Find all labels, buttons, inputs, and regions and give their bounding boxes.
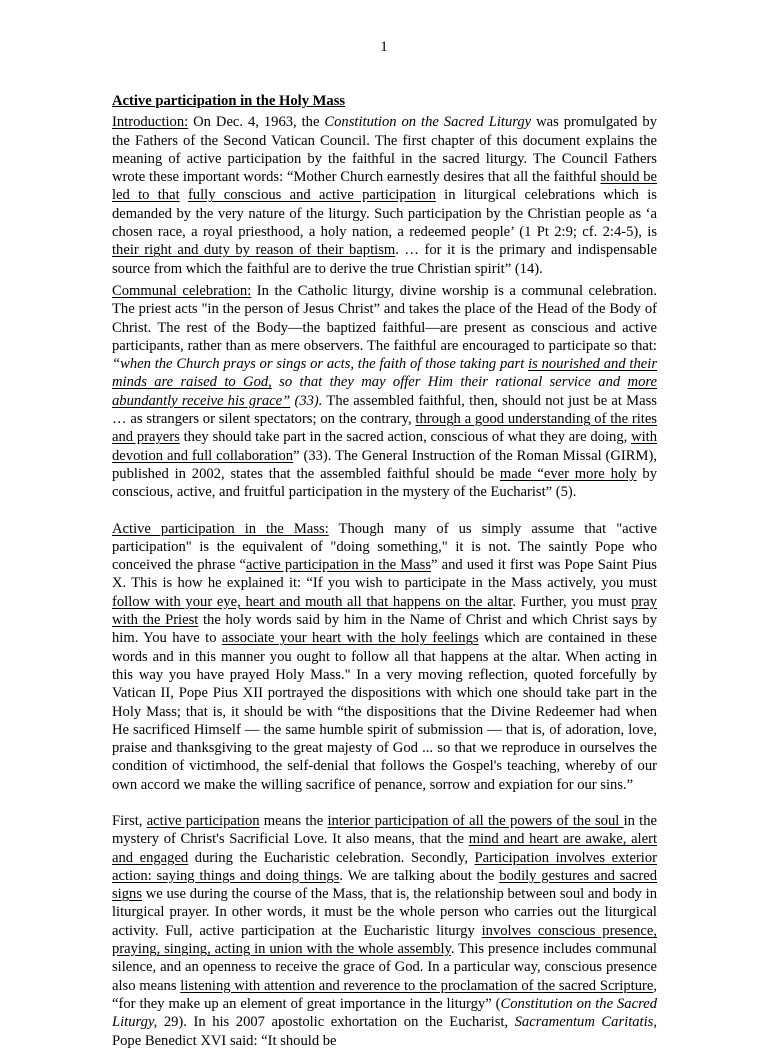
text-run: interior participation of all the powers of the soul [327,812,624,829]
text-run: ” and used it first was Pope Saint Pius X. This is how he explained it: “If you wish to participate in the Mass actively, you must [112,557,657,592]
text-run: mind and heart are awake, alert and engaged [112,831,658,866]
text-run: Constitution on the Sacred Liturgy, [112,995,657,1031]
text-run [180,187,188,203]
text-run: during the Eucharistic celebration. Secondly, [188,849,475,866]
text-run: active participation [146,812,260,829]
text-run: “when the Church prays or sings or acts, the faith of those taking part [112,356,529,373]
text-run: through a good understanding of the rites and prayers [112,411,657,446]
text-run: in the mystery of Christ's Sacrificial Love. It also means, that the [112,812,658,848]
text-run: 29). In his 2007 apostolic exhortation on the Eucharist, [157,1014,515,1031]
paragraph-spacer [112,794,657,812]
page-number: 1 [380,39,388,55]
paragraph-first-secondly [112,812,657,1050]
text-run: is nourished and their minds are raised to God, [112,356,657,391]
text-run: . … for it is the primary and indispensable source from which the faithful are to derive the true Christian spirit” (14). [112,242,657,277]
text-run: pray with the Priest [112,593,657,629]
text-run: made “ever more holy [499,465,637,482]
text-run: with devotion and full collaboration [112,429,658,464]
text-run: they should take part in the sacred action, conscious of what they are doing, [179,429,632,446]
text-run: First, [112,812,147,829]
text-run: (33). [290,392,323,409]
text-run: Though many of us simply assume that "active participation" is the equivalent of "doing something," it is not. The saintly Pope who conceived the phrase “ [112,520,657,574]
document-body [112,92,657,1050]
text-run: Constitution on the Sacred Liturgy [324,114,532,131]
paragraph-active-participation-mass [112,520,657,794]
text-run: , Pope Benedict XVI said: “It should be [112,1014,657,1049]
text-run: we use during the course of the Mass, that is, the relationship between soul and body in liturgical prayer. In other words, it must be the whole person who carries out the liturgical activity. Full, active participation at the Eucharistic liturgy [112,886,657,939]
text-run: active participation in the Mass [245,557,432,574]
paragraph-spacer [112,502,657,520]
text-run: which are contained in these words and in this manner you ought to follow all that happens at the altar. When acting in this way you have prayed Holy Mass." In a very moving reflection, quoted forcefully by Vatican II, Pope Pius XII portrayed the dispositions with which one should take part in the Holy Mass; that is, it should be with “the dispositions that the Divine Redeemer had when He sacrificed Himself — the same humble spirit of submission — that is, of adoration, love, praise and thanksgiving to the great majesty of God ... so that we reproduce in ourselves the condition of victimhood, the self-denial that follows the Gospel's teaching, whereby of our own accord we make the willing sacrifice of penance, sorrow and expiation for our sins.” [112,630,657,793]
text-run: so that they may offer Him their rational service and [271,374,628,391]
text-run: Introduction: [112,114,189,131]
text-run: ” (33). The General Instruction of the Roman Missal (GIRM), published in 2002, states that the assembled faithful should be [112,447,657,482]
text-run: Active participation in the Mass: [112,520,329,537]
text-run: should be led to that [112,169,657,204]
text-run: Sacramentum Caritatis [514,1014,654,1031]
text-run: . We are talking about the [339,867,500,884]
text-run: was promulgated by the Fathers of the Second Vatican Council. The first chapter of this document explains the meaning of active participation by the faithful in the sacred liturgy. The Council Fathers wrote these important words: “Mother Church earnestly desires that all the faithful [112,114,658,186]
text-run: , “for they make up an element of great importance in the liturgy” ( [112,977,657,1012]
text-run: listening with attention and reverence to the proclamation of the sacred Scripture [180,977,654,994]
text-run: The assembled faithful, then, should not just be at Mass … as strangers or silent spectators; on the contrary, [112,392,657,428]
document-heading: Active participation in the Holy Mass [112,93,346,109]
text-run: their right and duty by reason of their baptism [112,242,396,259]
text-run: associate your heart with the holy feelings [221,630,479,647]
text-run: Communal celebration: [112,282,252,299]
paragraph-introduction [112,113,657,278]
text-run: involves conscious presence, praying, singing, acting in union with the whole assembly [112,922,657,958]
text-run: by conscious, active, and fruitful participation in the mystery of the Eucharist” (5). [112,465,658,501]
text-run: In the Catholic liturgy, divine worship is a communal celebration. The priest acts "in the person of Jesus Christ” and takes the place of the Head of the Body of Christ. The rest of the Body—the baptized faithful—are present as conscious and active participants, rather than as mere observers. The faithful are encouraged to participate so that: [112,282,657,354]
text-run: means the [259,812,328,829]
text-run: in liturgical celebrations which is demanded by the very nature of the liturgy. Such participation by the Christian people as ‘a chosen race, a royal priesthood, a holy nation, a redeemed people’ (1 Pt 2:9; cf. 2:4-5), is [112,187,657,241]
text-run: On Dec. 4, 1963, the [188,114,325,131]
text-run: follow with your eye, heart and mouth all that happens on the altar [112,593,513,610]
text-run: bodily gestures and sacred signs [112,867,657,903]
text-run: Participation involves exterior action: saying things and doing things [112,849,658,884]
text-run: fully conscious and active participation [187,187,436,204]
paragraph-communal-celebration [112,282,657,502]
text-run: . Further, you must [512,593,632,610]
text-run: more abundantly receive his grace” [112,374,657,409]
text-run: the holy words said by him in the Name of Christ and which Christ says by him. You have to [112,612,657,647]
text-run: . This presence includes communal silence, and an openness to receive the grace of God. In a particular way, conscious presence also means [112,941,657,994]
